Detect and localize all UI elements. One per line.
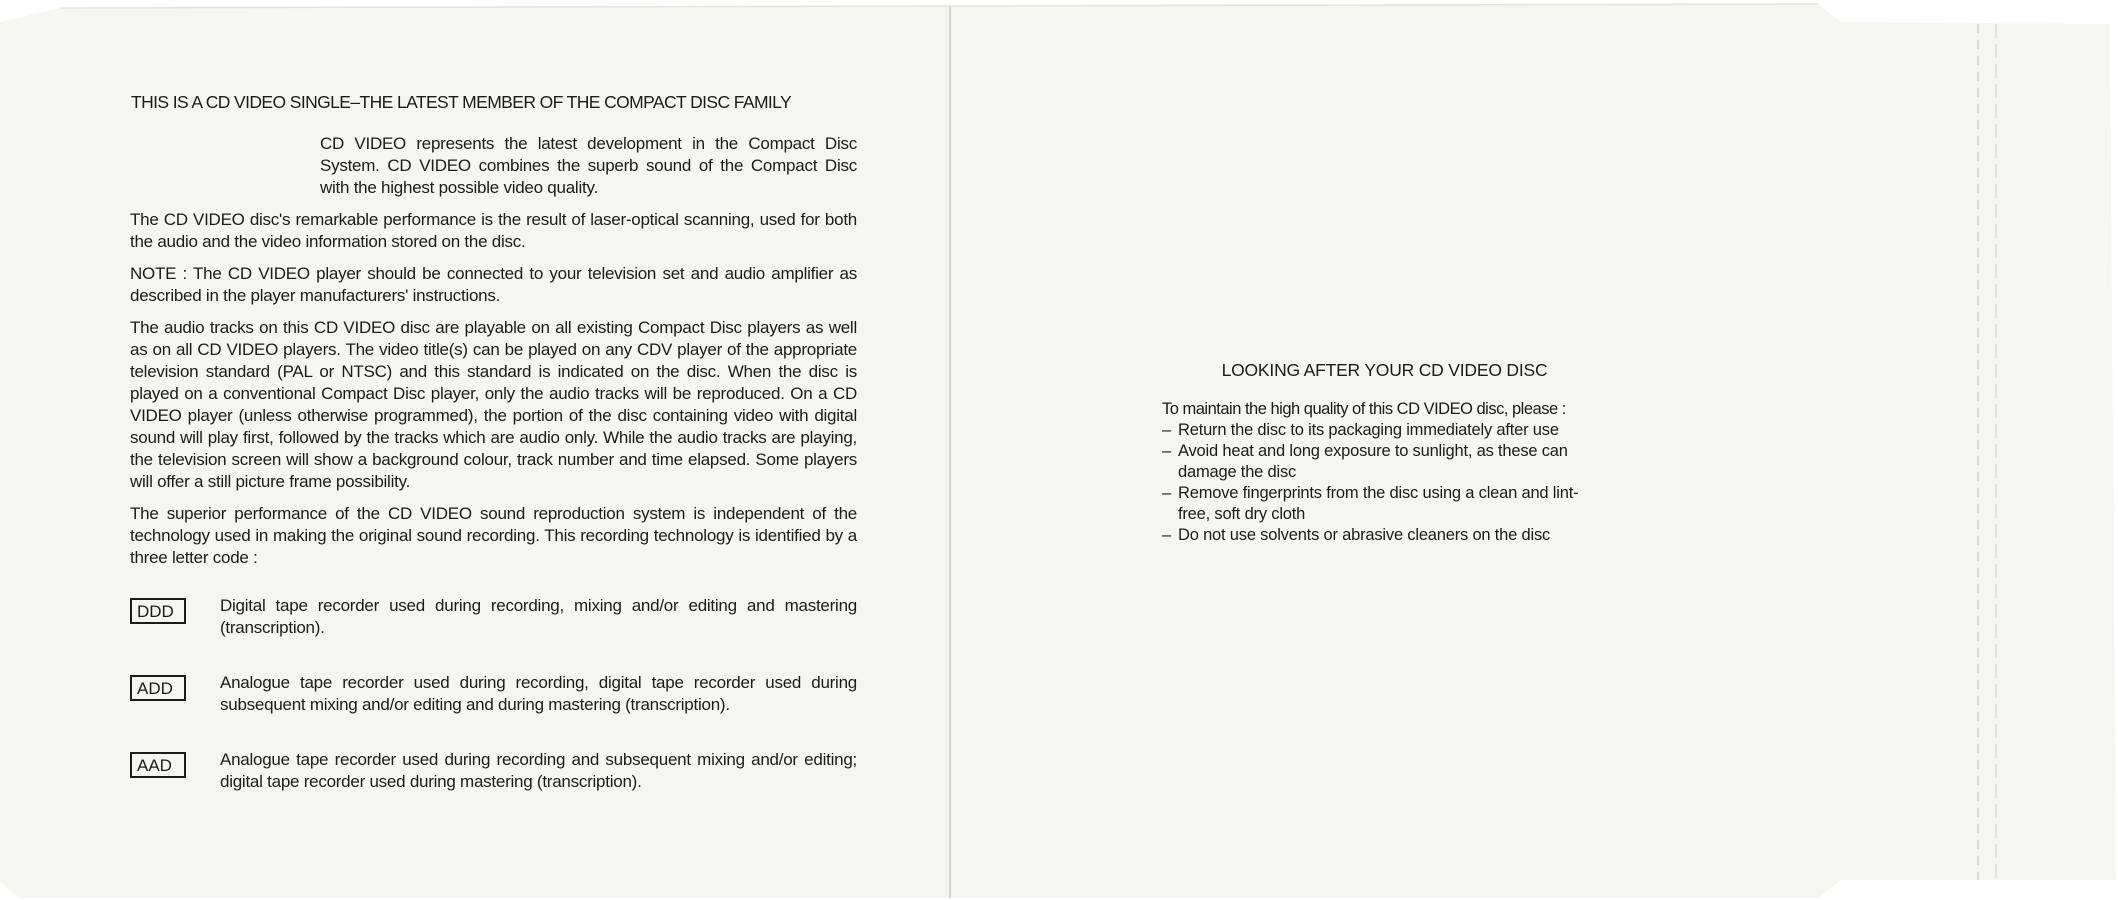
- page-heading: THIS IS A CD VIDEO SINGLE–THE LATEST MEMBER OF THE COMPACT DISC FAMILY: [131, 92, 792, 112]
- dash-bullet: –: [1162, 484, 1171, 502]
- care-item-text: Avoid heat and long exposure to sunlight, as these can damage the disc: [1178, 442, 1568, 481]
- code-badge-aad: AAD: [130, 752, 186, 778]
- care-list: [1162, 420, 1602, 546]
- care-item-text: Remove fingerprints from the disc using a clean and lint-free, soft dry cloth: [1178, 484, 1579, 523]
- dash-bullet: –: [1162, 442, 1171, 460]
- care-item: [1162, 483, 1602, 525]
- code-row-ddd: [130, 595, 857, 639]
- code-badge-add: ADD: [130, 675, 186, 701]
- care-item-text: Do not use solvents or abrasive cleaners on the disc: [1178, 526, 1551, 544]
- code-description-aad: Analogue tape recorder used during recording and subsequent mixing and/or editing; digital tape recorder used during mastering (transcription).: [220, 750, 857, 791]
- right-panel: [1162, 360, 1602, 546]
- care-intro: To maintain the high quality of this CD VIDEO disc, please :: [1162, 400, 1566, 418]
- code-description-add: Analogue tape recorder used during recording, digital tape recorder used during subsequent mixing and/or editing and during mastering (transcription).: [220, 673, 857, 714]
- code-row-aad: [130, 749, 857, 793]
- paragraph-recording-code: The superior performance of the CD VIDEO sound reproduction system is independent of the technology used in making the original sound recording. This recording technology is identified by a three letter code :: [130, 504, 857, 567]
- paragraph-laser: The CD VIDEO disc's remarkable performance is the result of laser-optical scanning, used for both the audio and the video information stored on the disc.: [130, 210, 857, 251]
- paragraph-audio-tracks: The audio tracks on this CD VIDEO disc are playable on all existing Compact Disc players as well as on all CD VIDEO players. The video title(s) can be played on any CDV player of the appropriate television standard (PAL or NTSC) and this standard is indicated on the disc. When the disc is played on a conventional Compact Disc player, only the audio tracks will be reproduced. On a CD VIDEO player (unless otherwise programmed), the portion of the disc containing video with digital sound will play first, followed by the tracks which are audio only. While the audio tracks are playing, the television screen will show a background colour, track number and time elapsed. Some players will offer a still picture frame possibility.: [130, 318, 857, 491]
- care-item: [1162, 525, 1602, 546]
- recording-code-list: [130, 595, 857, 793]
- code-row-add: [130, 672, 857, 716]
- code-badge-ddd: DDD: [130, 598, 186, 624]
- care-heading: LOOKING AFTER YOUR CD VIDEO DISC: [1221, 360, 1548, 380]
- code-description-ddd: Digital tape recorder used during recording, mixing and/or editing and mastering (transcription).: [220, 596, 857, 637]
- left-panel: [130, 92, 857, 826]
- care-item: [1162, 420, 1602, 441]
- paragraph-note: NOTE : The CD VIDEO player should be connected to your television set and audio amplifier as described in the player manufacturers' instructions.: [130, 264, 857, 305]
- dash-bullet: –: [1162, 421, 1171, 439]
- intro-paragraph: CD VIDEO represents the latest development in the Compact Disc System. CD VIDEO combines the superb sound of the Compact Disc with the highest possible video quality.: [320, 134, 857, 197]
- care-item-text: Return the disc to its packaging immediately after use: [1178, 421, 1559, 439]
- dash-bullet: –: [1162, 526, 1171, 544]
- care-item: [1162, 441, 1602, 483]
